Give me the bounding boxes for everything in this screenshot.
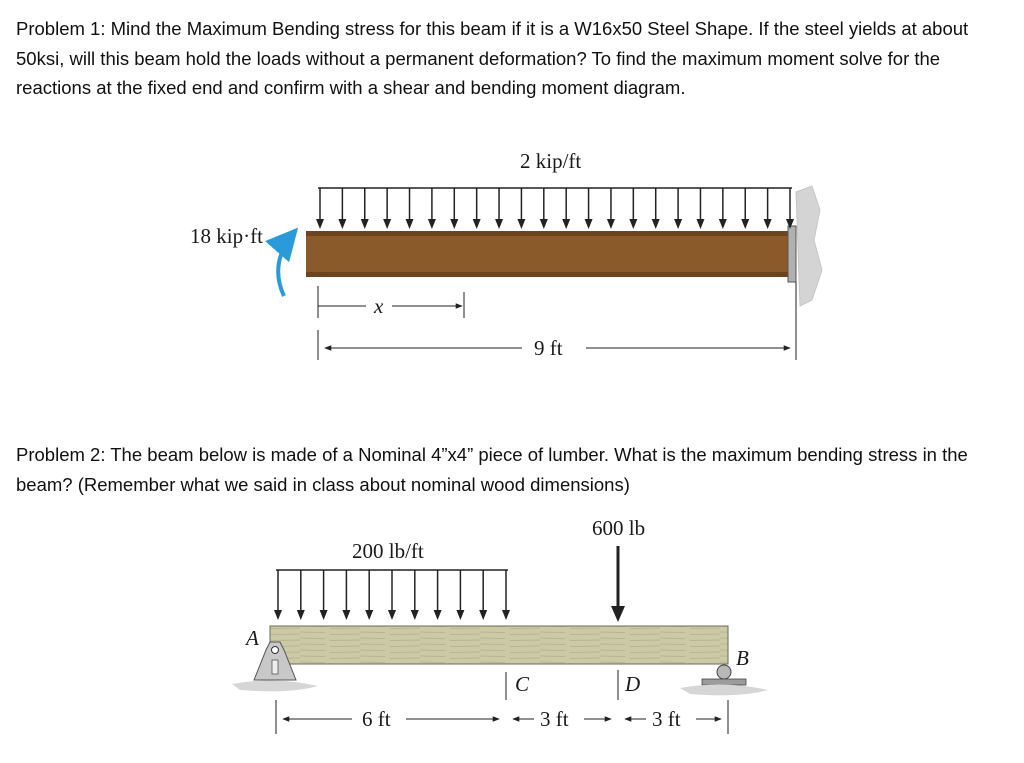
load-arrow-head bbox=[297, 610, 305, 620]
load-arrow-head bbox=[338, 219, 346, 229]
load-arrow-head bbox=[540, 219, 548, 229]
load-arrow-head bbox=[411, 610, 419, 620]
load-arrow-head bbox=[316, 219, 324, 229]
distributed-load-arrows-2 bbox=[274, 570, 510, 620]
load-arrow-head bbox=[388, 610, 396, 620]
load-arrow-head bbox=[406, 219, 414, 229]
load-arrow-head bbox=[495, 219, 503, 229]
distributed-load-arrows-1 bbox=[316, 188, 794, 229]
load-arrow-head bbox=[479, 610, 487, 620]
load-arrow-head bbox=[361, 219, 369, 229]
roller-support-b bbox=[680, 665, 768, 695]
load-arrow-head bbox=[473, 219, 481, 229]
load-arrow-head bbox=[607, 219, 615, 229]
load-arrow-head bbox=[383, 219, 391, 229]
figure-1-cantilever bbox=[190, 149, 822, 360]
wood-beam bbox=[270, 626, 728, 664]
dim-3ft-1-label: 3 ft bbox=[540, 707, 569, 731]
x-label: x bbox=[374, 294, 384, 318]
dim-3ft-2-label: 3 ft bbox=[652, 707, 681, 731]
load-arrow-head bbox=[674, 219, 682, 229]
load-arrow-head bbox=[585, 219, 593, 229]
load-arrow-head bbox=[517, 219, 525, 229]
load-arrow-head bbox=[629, 219, 637, 229]
load-arrow-head bbox=[342, 610, 350, 620]
problem-1-text: Problem 1: Mind the Maximum Bending stress for this beam if it is a W16x50 Steel Shape. If the steel yields at about 50ksi, will this beam hold the loads without a permanent deformation? To find the maximum moment solve for the reactions at the fixed end and confirm with a shear and bending moment diagram. bbox=[16, 18, 969, 98]
load-arrow-head bbox=[502, 610, 510, 620]
load-arrow-head bbox=[764, 219, 772, 229]
load-arrow-head bbox=[274, 610, 282, 620]
length-label: 9 ft bbox=[534, 336, 563, 360]
support-a-label: A bbox=[246, 626, 259, 650]
fixed-wall bbox=[796, 186, 822, 306]
figure-2-simply-supported bbox=[232, 516, 768, 734]
load-arrow-head bbox=[562, 219, 570, 229]
problem-2-text: Problem 2: The beam below is made of a Nominal 4”x4” piece of lumber. What is the maximum bending stress in the beam? (Remember what we said in class about nominal wood dimensions) bbox=[16, 444, 968, 495]
dim-6ft-label: 6 ft bbox=[362, 707, 391, 731]
load-arrow-head bbox=[365, 610, 373, 620]
load-arrow-head bbox=[652, 219, 660, 229]
load-arrow-head bbox=[456, 610, 464, 620]
distributed-load-label-1: 2 kip/ft bbox=[520, 149, 582, 173]
moment-arrow bbox=[278, 230, 296, 296]
point-c-label: C bbox=[515, 672, 530, 696]
load-arrow-head bbox=[320, 610, 328, 620]
load-arrow-head bbox=[741, 219, 749, 229]
load-arrow-head bbox=[719, 219, 727, 229]
support-b-label: B bbox=[736, 646, 749, 670]
steel-beam bbox=[306, 231, 794, 277]
load-arrow-head bbox=[428, 219, 436, 229]
point-load-label: 600 lb bbox=[592, 516, 646, 540]
load-arrow-head bbox=[450, 219, 458, 229]
point-d-label: D bbox=[625, 672, 641, 696]
load-arrow-head bbox=[434, 610, 442, 620]
load-arrow-head bbox=[696, 219, 704, 229]
moment-label: 18 kip·ft bbox=[190, 224, 263, 248]
distributed-load-label-2: 200 lb/ft bbox=[352, 539, 424, 563]
